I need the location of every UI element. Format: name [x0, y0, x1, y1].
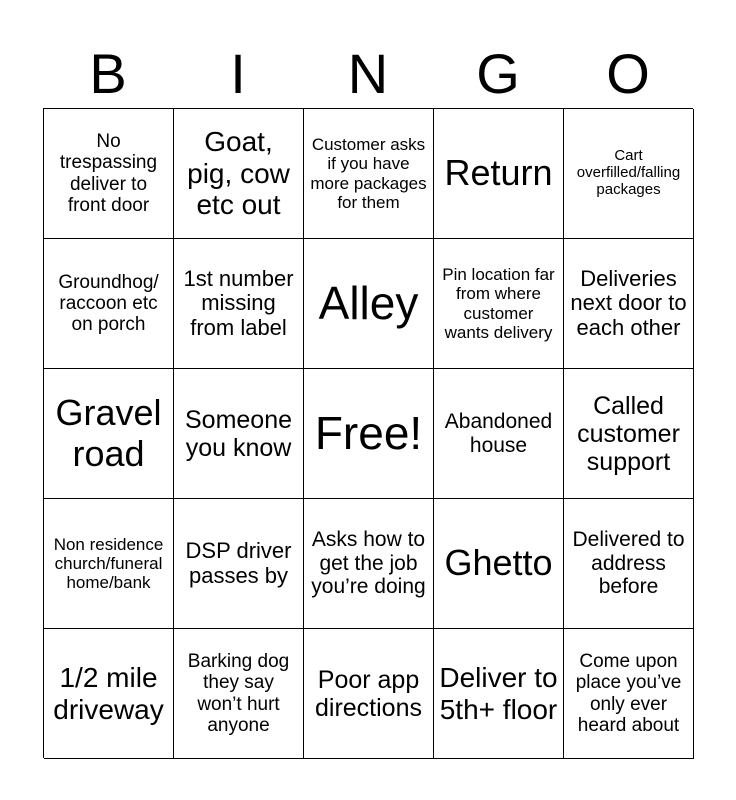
header-letter-b: B — [89, 42, 127, 105]
header-letter-i: I — [230, 42, 246, 105]
cell-text: Gravel road — [55, 392, 162, 474]
bingo-cell-r4c5[interactable] — [564, 499, 694, 629]
cell-text: Abandoned house — [444, 409, 553, 457]
bingo-cell-r3c3[interactable] — [304, 369, 434, 499]
header-letter-n: N — [347, 42, 389, 105]
bingo-cell-r3c4[interactable] — [434, 369, 564, 499]
cell-text: Groundhog/ raccoon etc on porch — [58, 271, 159, 336]
bingo-cell-r4c2[interactable] — [174, 499, 304, 629]
cell-text: Poor app directions — [315, 665, 422, 722]
cell-text: Called customer support — [577, 391, 680, 476]
cell-text: Non residence church/funeral home/bank — [53, 534, 164, 593]
cell-text: 1st number missing from label — [183, 265, 294, 340]
cell-text free-space: Free! — [314, 406, 423, 459]
cell-text: Barking dog they say won’t hurt anyone — [187, 650, 290, 736]
cell-text: Someone you know — [184, 405, 293, 462]
bingo-cell-r2c2[interactable] — [174, 239, 304, 369]
header-letter-g: G — [476, 42, 520, 105]
cell-text: Ghetto — [444, 542, 553, 584]
bingo-cell-r2c4[interactable] — [434, 239, 564, 369]
bingo-cell-r1c2[interactable] — [174, 109, 304, 239]
bingo-cell-r3c5[interactable] — [564, 369, 694, 499]
cell-text: DSP driver passes by — [185, 537, 292, 588]
cell-text: Come upon place you’ve only ever heard about — [575, 650, 682, 736]
bingo-cell-r5c1[interactable] — [44, 629, 174, 759]
bingo-cell-r1c4[interactable] — [434, 109, 564, 239]
header-letter-o: O — [606, 42, 650, 105]
cell-text: Return — [444, 152, 553, 194]
cell-text: Deliver to 5th+ floor — [439, 662, 558, 725]
bingo-header — [43, 40, 693, 108]
bingo-cell-r1c3[interactable] — [304, 109, 434, 239]
bingo-cell-r5c3[interactable] — [304, 629, 434, 759]
bingo-cell-r5c2[interactable] — [174, 629, 304, 759]
bingo-cell-r3c1[interactable] — [44, 369, 174, 499]
bingo-cell-r1c1[interactable] — [44, 109, 174, 239]
bingo-cell-r4c3[interactable] — [304, 499, 434, 629]
cell-text: Asks how to get the job you’re doing — [311, 528, 426, 599]
bingo-cell-r1c5[interactable] — [564, 109, 694, 239]
bingo-cell-r4c1[interactable] — [44, 499, 174, 629]
cell-text: Cart overfilled/falling packages — [576, 147, 681, 198]
bingo-cell-r5c5[interactable] — [564, 629, 694, 759]
bingo-grid — [43, 108, 693, 758]
cell-text: Alley — [318, 276, 419, 329]
cell-text: 1/2 mile driveway — [53, 662, 164, 725]
cell-text: Pin location far from where customer wants delivery — [442, 265, 555, 342]
cell-text: Delivered to address before — [572, 528, 685, 599]
bingo-cell-r2c3[interactable] — [304, 239, 434, 369]
cell-text: Goat, pig, cow etc out — [187, 126, 290, 221]
bingo-cell-r2c1[interactable] — [44, 239, 174, 369]
bingo-cell-r2c5[interactable] — [564, 239, 694, 369]
bingo-cell-r3c2[interactable] — [174, 369, 304, 499]
cell-text: Deliveries next door to each other — [570, 265, 687, 340]
cell-text: Customer asks if you have more packages for them — [310, 135, 427, 212]
bingo-cell-r5c4[interactable] — [434, 629, 564, 759]
cell-text: No trespassing deliver to front door — [59, 130, 158, 216]
bingo-cell-r4c4[interactable] — [434, 499, 564, 629]
